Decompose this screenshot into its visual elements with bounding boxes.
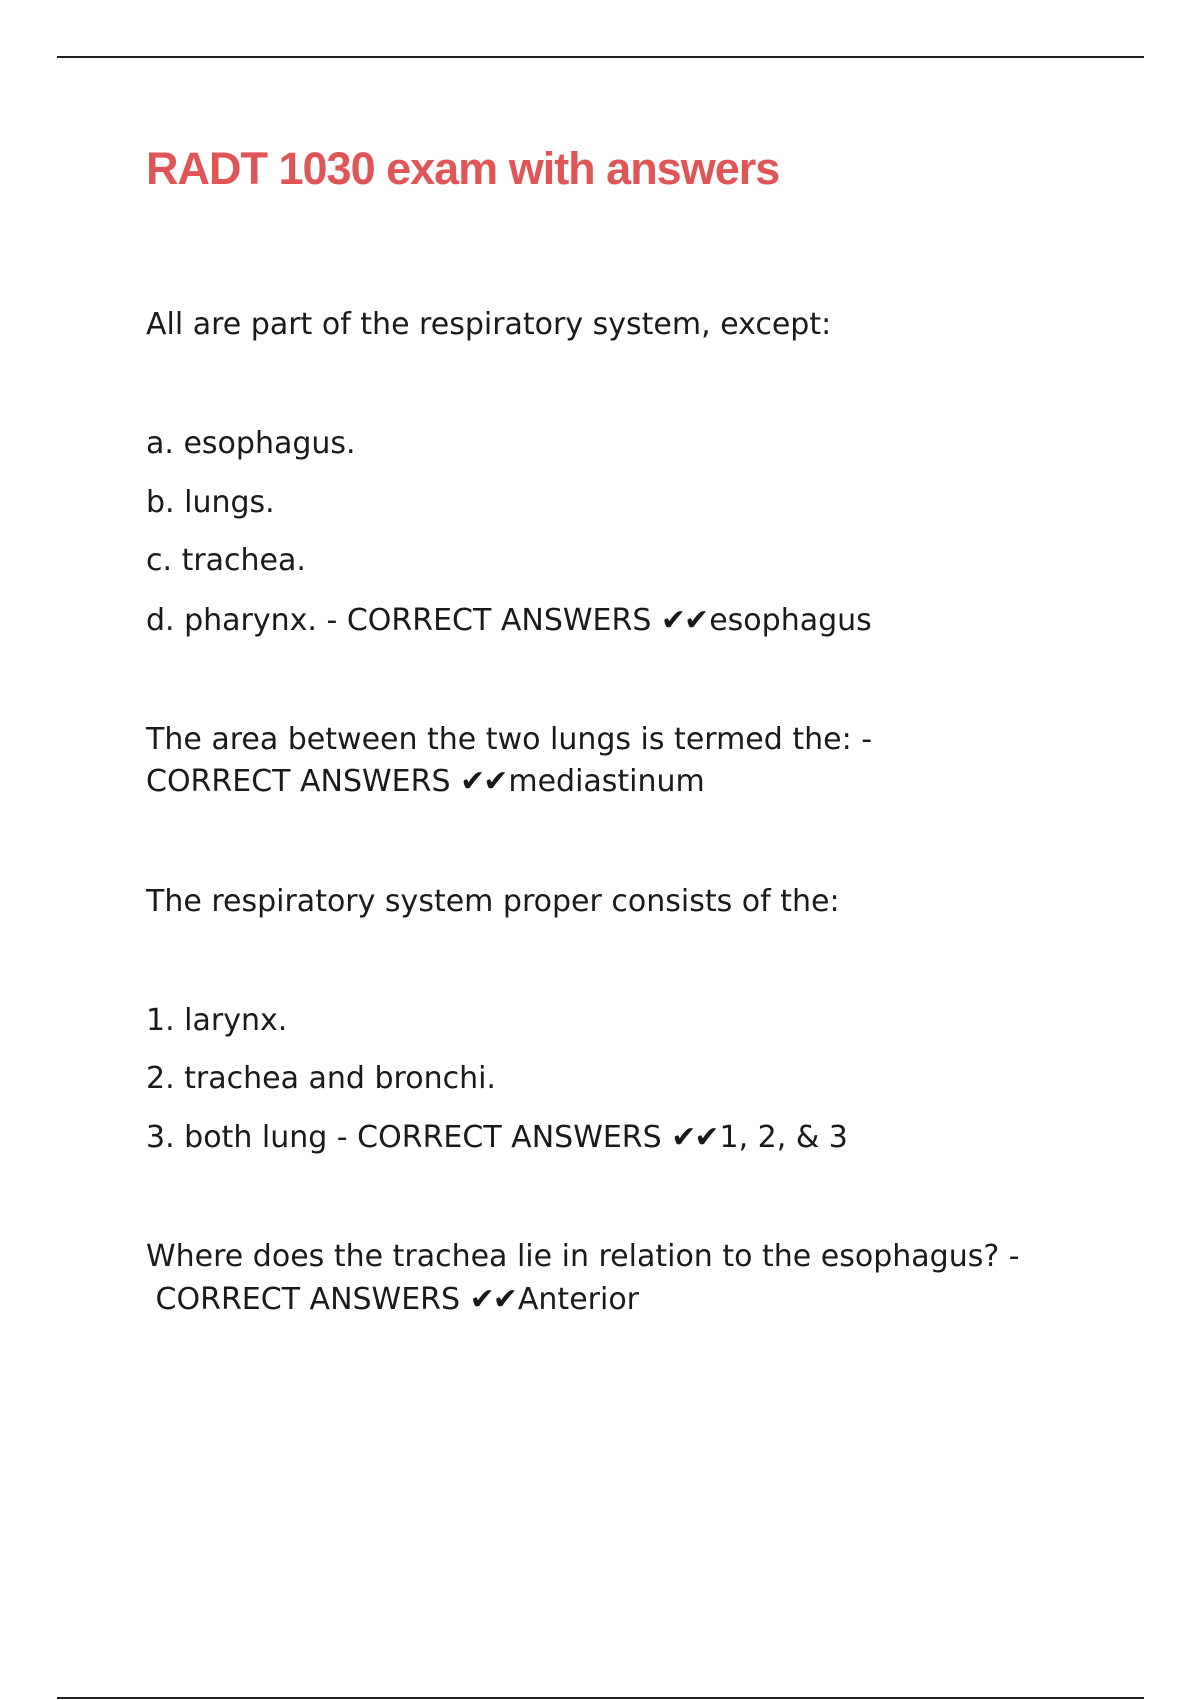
question-1-option-d-text: d. pharynx. - CORRECT ANSWERS	[146, 603, 661, 638]
question-2-answer-label: CORRECT ANSWERS	[146, 764, 461, 799]
question-3-option-3	[146, 1117, 848, 1159]
question-2-answer-line	[146, 761, 705, 803]
question-1-option-a: a. esophagus.	[146, 426, 356, 461]
question-4-prompt: Where does the trachea lie in relation to the esophagus? -	[146, 1239, 1020, 1274]
question-4-answer-line	[146, 1279, 639, 1321]
question-1-prompt: All are part of the respiratory system, except:	[146, 307, 832, 342]
top-divider	[57, 56, 1144, 58]
question-2-prompt: The area between the two lungs is termed the: -	[146, 722, 873, 757]
document-title: RADT 1030 exam with answers	[146, 143, 780, 194]
checkmark-icon: ✔✔	[660, 603, 708, 638]
question-3-option-1: 1. larynx.	[146, 1003, 288, 1038]
question-1-option-b: b. lungs.	[146, 485, 275, 520]
question-3-option-3-text: 3. both lung - CORRECT ANSWERS	[146, 1120, 672, 1155]
bottom-divider	[57, 1697, 1144, 1699]
question-3-option-2: 2. trachea and bronchi.	[146, 1061, 496, 1096]
question-1-answer: esophagus	[709, 603, 872, 638]
checkmark-icon: ✔✔	[460, 764, 507, 799]
question-2-answer: mediastinum	[508, 764, 705, 799]
question-1-option-d	[146, 600, 872, 642]
question-1-option-c: c. trachea.	[146, 543, 306, 578]
checkmark-icon: ✔✔	[671, 1120, 718, 1155]
question-4-answer-label: CORRECT ANSWERS	[146, 1282, 470, 1317]
question-3-prompt: The respiratory system proper consists of the:	[146, 884, 840, 919]
question-4-answer: Anterior	[517, 1282, 640, 1317]
question-3-answer: 1, 2, & 3	[719, 1120, 848, 1155]
checkmark-icon: ✔✔	[469, 1282, 516, 1317]
